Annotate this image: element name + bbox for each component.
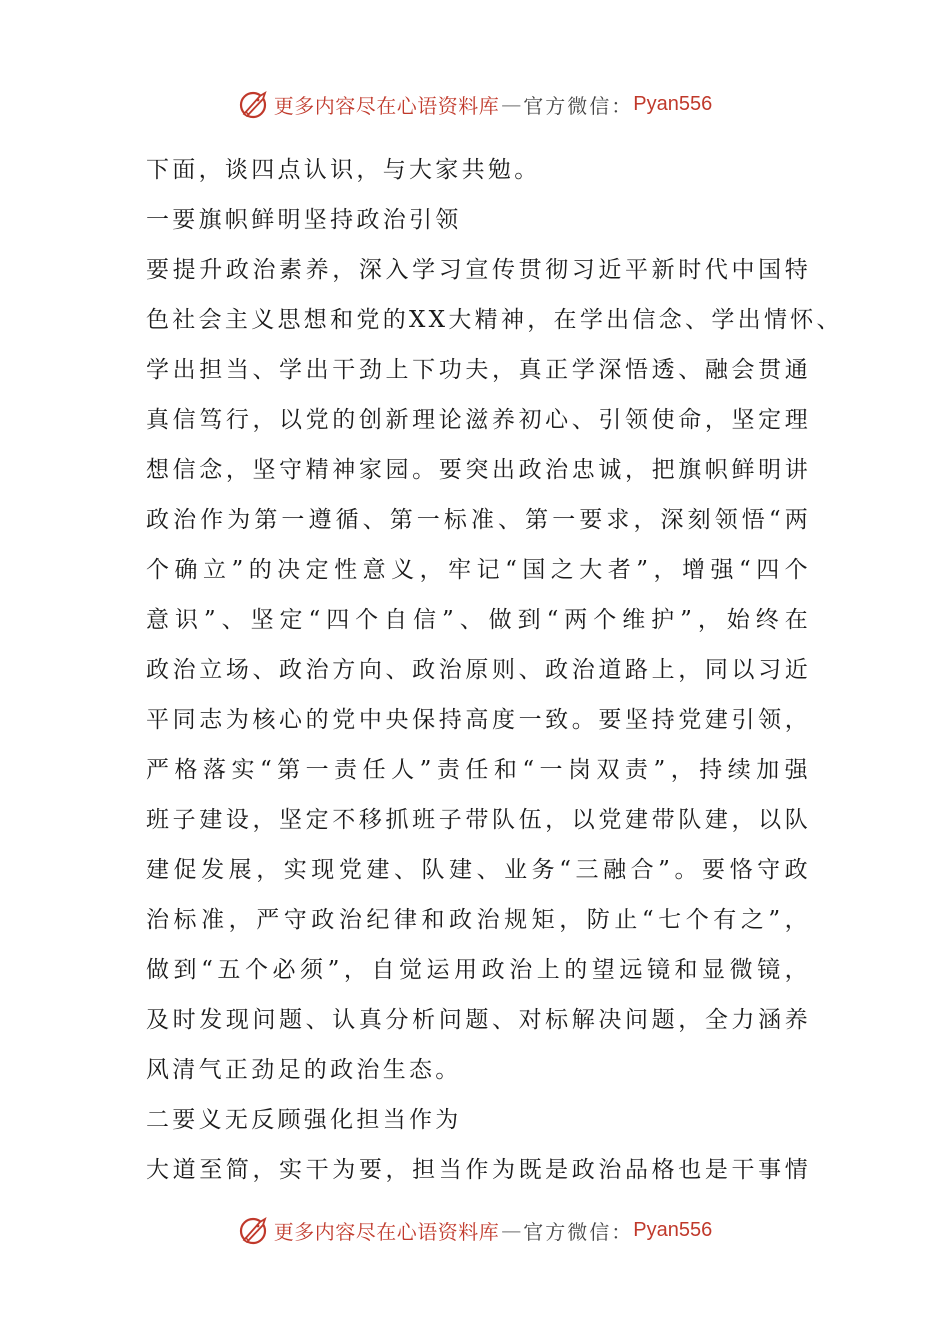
paragraph-line: 严格落实“第一责任人”责任和“一岗双责”，持续加强 [146, 757, 811, 783]
paragraph-line: 及时发现问题、认真分析问题、对标解决问题，全力涵养 [146, 1007, 811, 1033]
pen-logo-icon [238, 88, 270, 120]
banner-wechat-id: Pyan556 [633, 92, 713, 115]
paragraph-line: 做到“五个必须”，自觉运用政治上的望远镜和显微镜， [146, 957, 811, 983]
paragraph-line: 政治立场、政治方向、政治原则、政治道路上，同以习近 [146, 657, 811, 683]
section-heading: 一要旗帜鲜明坚持政治引领 [146, 207, 462, 233]
paragraph-line: 班子建设，坚定不移抓班子带队伍，以党建带队建，以队 [146, 807, 811, 833]
paragraph-line: 真信笃行，以党的创新理论滋养初心、引领使命，坚定理 [146, 407, 811, 433]
banner-separator: — [501, 92, 522, 116]
paragraph-line: 平同志为核心的党中央保持高度一致。要坚持党建引领， [146, 707, 811, 733]
section-heading: 二要义无反顾强化担当作为 [146, 1107, 462, 1133]
paragraph-line: 建促发展，实现党建、队建、业务“三融合”。要恪守政 [146, 857, 811, 883]
document-body [146, 145, 843, 1195]
paragraph-line: 风清气正劲足的政治生态。 [146, 1057, 462, 1083]
banner-text: 更多内容尽在心语资料库 [273, 1219, 500, 1244]
banner-separator: — [501, 1218, 522, 1242]
paragraph-line: 治标准，严守政治纪律和政治规矩，防止“七个有之”， [146, 907, 811, 933]
paragraph-line: 大道至简，实干为要，担当作为既是政治品格也是干事情 [146, 1157, 811, 1183]
banner-wechat-label: 官方微信： [523, 93, 634, 118]
paragraph-line: 个确立”的决定性意义，牢记“国之大者”，增强“四个 [146, 557, 811, 583]
footer-watermark-banner [0, 1210, 950, 1250]
paragraph-line: 想信念，坚守精神家园。要突出政治忠诚，把旗帜鲜明讲 [146, 457, 811, 483]
paragraph-line: 要提升政治素养，深入学习宣传贯彻习近平新时代中国特 [146, 257, 811, 283]
banner-wechat-id: Pyan556 [633, 1218, 713, 1241]
header-watermark-banner [0, 84, 950, 124]
paragraph-line: 政治作为第一遵循、第一标准、第一要求，深刻领悟“两 [146, 507, 811, 533]
paragraph-line: 色社会主义思想和党的XX大精神，在学出信念、学出情怀、 [146, 307, 843, 333]
banner-wechat-label: 官方微信： [523, 1219, 634, 1244]
paragraph-line: 下面，谈四点认识，与大家共勉。 [146, 157, 541, 183]
paragraph-line: 学出担当、学出干劲上下功夫，真正学深悟透、融会贯通 [146, 357, 811, 383]
paragraph-line: 意识”、坚定“四个自信”、做到“两个维护”，始终在 [146, 607, 811, 633]
pen-logo-icon [238, 1214, 270, 1246]
banner-text: 更多内容尽在心语资料库 [273, 93, 500, 118]
